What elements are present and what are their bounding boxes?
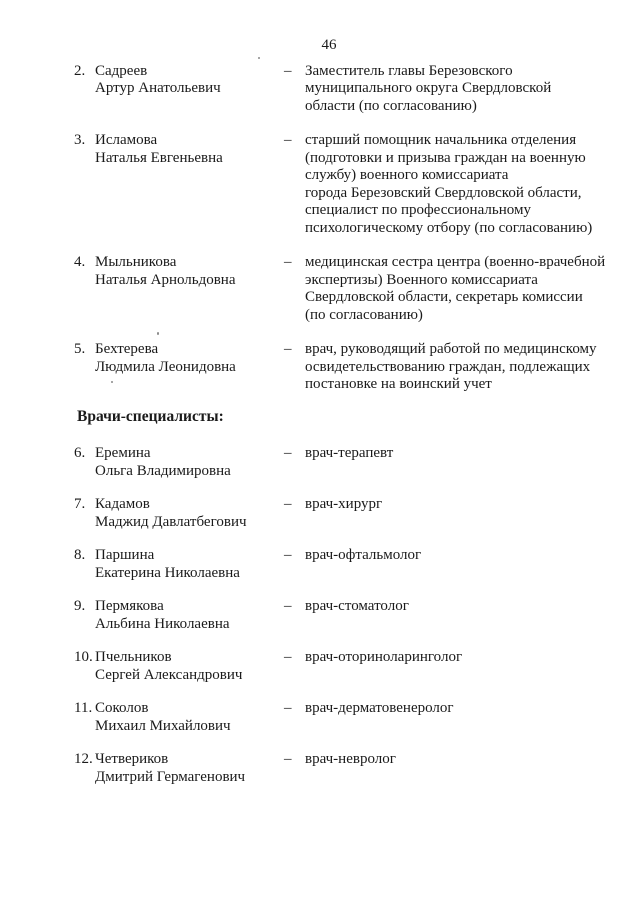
role-line: врач-терапевт (305, 445, 394, 461)
person-given-names: Альбина Николаевна (95, 615, 230, 632)
role-description (305, 254, 640, 324)
role-line: города Березовский Свердловской области, (305, 184, 582, 201)
role-line: службу) военного комиссариата (305, 167, 509, 183)
person-surname: Четвериков (95, 751, 169, 767)
role-line: врач-офтальмолог (305, 547, 422, 563)
list-item (74, 700, 640, 735)
person-given-names: Артур Анатольевич (95, 80, 221, 96)
commission-members-list (0, 63, 640, 394)
person-role (284, 445, 640, 480)
role-description (305, 547, 640, 565)
role-line: области (по согласованию) (305, 97, 477, 114)
role-line: врач-оториноларинголог (305, 649, 463, 665)
dash-separator: – (284, 547, 292, 563)
doctors-list (0, 445, 640, 786)
list-item (74, 598, 640, 633)
person-surname: Пермякова (95, 598, 164, 614)
person-surname: Мыльникова (95, 254, 177, 270)
person-name (95, 649, 284, 684)
item-number: 7. (74, 496, 86, 512)
person-name (95, 547, 284, 582)
person-given-names: Маджид Давлатбегович (95, 513, 247, 530)
person-surname: Кадамов (95, 496, 150, 512)
dash-separator: – (284, 700, 292, 716)
list-item (74, 751, 640, 786)
item-number: 10. (74, 649, 93, 665)
item-number: 6. (74, 445, 86, 461)
role-line: Заместитель главы Березовского (305, 62, 513, 79)
person-given-names: Ольга Владимировна (95, 462, 231, 479)
person-role (284, 254, 640, 324)
item-number: 11. (74, 700, 93, 716)
dash-separator: – (284, 62, 292, 79)
person-name (95, 700, 284, 735)
item-number: 4. (74, 254, 86, 270)
person-given-names: Дмитрий Гермагенович (95, 768, 246, 785)
role-description (305, 700, 640, 718)
person-surname: Бехтерева (95, 341, 159, 357)
person-surname: Пчельников (95, 649, 172, 665)
list-item (74, 649, 640, 684)
role-description (305, 132, 640, 237)
dash-separator: – (284, 445, 292, 461)
role-line: Свердловской области, секретарь комиссии (305, 289, 583, 305)
list-item (74, 254, 640, 324)
person-name (95, 63, 284, 116)
role-description (305, 341, 640, 394)
person-role (284, 751, 640, 786)
role-line: постановке на воинский учет (305, 376, 492, 392)
person-name (95, 341, 284, 394)
role-line: медицинская сестра центра (военно-врачебной (305, 254, 606, 270)
list-item (74, 445, 640, 480)
person-given-names: Сергей Александрович (95, 666, 243, 683)
role-line: специалист по профессиональному (305, 202, 531, 218)
list-item (74, 132, 640, 237)
role-line: освидетельствованию граждан, подлежащих (305, 358, 591, 375)
role-line: врач, руководящий работой по медицинскому (305, 341, 597, 357)
item-number: 8. (74, 547, 86, 563)
role-line: врач-стоматолог (305, 598, 409, 614)
person-name (95, 445, 284, 480)
role-line: врач-невролог (305, 751, 396, 767)
dash-separator: – (284, 254, 292, 270)
item-number: 2. (74, 62, 86, 79)
role-line: (по согласованию) (305, 306, 423, 323)
scan-artifact (258, 57, 260, 59)
person-name (95, 598, 284, 633)
person-surname: Исламова (95, 132, 158, 148)
item-number: 12. (74, 751, 93, 767)
list-item (74, 341, 640, 394)
list-item (74, 496, 640, 531)
person-name (95, 254, 284, 324)
person-name (95, 132, 284, 237)
role-description (305, 649, 640, 667)
person-given-names: Наталья Арнольдовна (95, 271, 236, 288)
item-number: 3. (74, 132, 86, 148)
role-description (305, 496, 640, 514)
role-description (305, 751, 640, 769)
person-given-names: Екатерина Николаевна (95, 564, 240, 581)
person-role (284, 649, 640, 684)
person-surname: Садреев (95, 62, 148, 79)
role-description (305, 445, 640, 463)
role-line: старший помощник начальника отделения (305, 132, 577, 148)
person-given-names: Михаил Михайлович (95, 717, 231, 734)
role-description (305, 63, 640, 116)
dash-separator: – (284, 751, 292, 767)
person-given-names: Наталья Евгеньевна (95, 149, 223, 166)
person-name (95, 751, 284, 786)
page-number: 46 (321, 37, 337, 53)
person-role (284, 700, 640, 735)
person-role (284, 132, 640, 237)
role-line: экспертизы) Военного комиссариата (305, 271, 538, 288)
dash-separator: – (284, 649, 292, 665)
person-name (95, 496, 284, 531)
person-surname: Соколов (95, 700, 149, 716)
scan-artifact (157, 332, 159, 335)
person-role (284, 341, 640, 394)
role-line: врач-хирург (305, 496, 383, 512)
item-number: 5. (74, 341, 86, 357)
role-description (305, 598, 640, 616)
person-role (284, 63, 640, 116)
person-role (284, 598, 640, 633)
person-role (284, 547, 640, 582)
dash-separator: – (284, 598, 292, 614)
dash-separator: – (284, 496, 292, 512)
dash-separator: – (284, 132, 292, 148)
person-given-names: Людмила Леонидовна (95, 358, 236, 375)
role-line: (подготовки и призыва граждан на военную (305, 149, 586, 166)
dash-separator: – (284, 341, 292, 357)
person-surname: Паршина (95, 547, 155, 563)
role-line: врач-дерматовенеролог (305, 700, 454, 716)
person-surname: Еремина (95, 445, 151, 461)
person-role (284, 496, 640, 531)
list-item (74, 547, 640, 582)
role-line: муниципального округа Свердловской (305, 80, 552, 96)
item-number: 9. (74, 598, 86, 614)
doctors-section-heading: Врачи-специалисты: (77, 407, 224, 425)
list-item (74, 63, 640, 116)
scan-artifact (111, 381, 113, 383)
role-line: психологическому отбору (по согласованию) (305, 219, 593, 236)
